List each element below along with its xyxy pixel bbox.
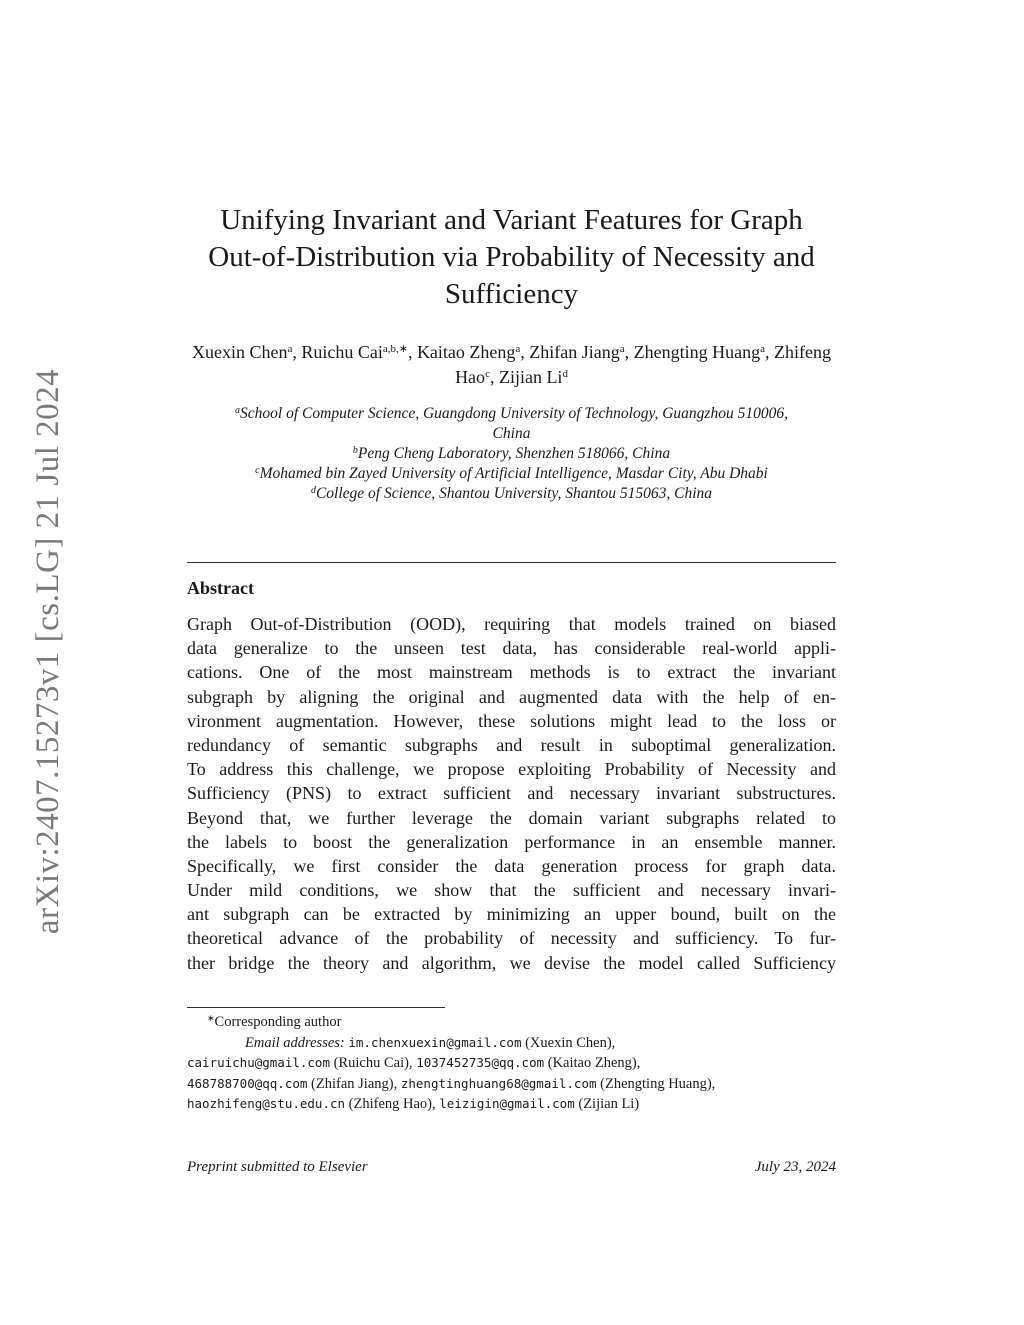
abstract-line: vironment augmentation. However, these solutions might lead to the loss or (187, 710, 836, 731)
email-owner: (Zhengting Huang), (600, 1075, 716, 1092)
author-affil-mark: c (485, 368, 490, 380)
footnote-text: Corresponding author (214, 1014, 342, 1030)
abstract-body (187, 612, 836, 975)
email-link[interactable]: haozhifeng@stu.edu.cn (187, 1096, 346, 1111)
affiliation-text: Mohamed bin Zayed University of Artificial Intelligence, Masdar City, Abu Dhabi (259, 465, 768, 482)
title-line: Out-of-Distribution via Probability of Necessity and (208, 241, 815, 273)
author-affil-mark: a (619, 343, 625, 355)
email-owner: (Zhifan Jiang), (311, 1075, 398, 1092)
author-affil-mark: a (287, 343, 293, 355)
author-name: Zhengting Huang (633, 342, 761, 362)
paper-title (187, 202, 836, 313)
author-affil-mark: d (562, 368, 568, 380)
affiliation-mark: c (255, 465, 260, 476)
affiliation-text: Peng Cheng Laboratory, Shenzhen 518066, China (357, 445, 671, 462)
email-owner: (Ruichu Cai), (333, 1055, 413, 1071)
email-link[interactable]: zhengtinghuang68@gmail.com (400, 1075, 597, 1091)
author-affil-mark: a,b,∗ (382, 343, 408, 355)
abstract-line: redundancy of semantic subgraphs and result in suboptimal generalization. (187, 734, 836, 755)
abstract-line: ther bridge the theory and algorithm, we devise the model called Sufficiency (187, 952, 836, 973)
abstract-line: Under mild conditions, we show that the sufficient and necessary invari- (187, 880, 836, 901)
abstract-top-rule (187, 562, 836, 563)
email-owner: (Xuexin Chen), (525, 1034, 616, 1051)
footnote-emails-row (187, 1094, 836, 1115)
author-name: Zhifeng Hao (455, 342, 832, 387)
affiliation-text: School of Computer Science, Guangdong University of Technology, Guangzhou 510006, (240, 405, 788, 422)
email-link[interactable]: 468788700@qq.com (187, 1075, 308, 1091)
footnote-rule (187, 1007, 445, 1008)
footnotes (187, 1012, 836, 1115)
affiliation-list (187, 404, 836, 504)
email-link[interactable]: cairuichu@gmail.com (187, 1055, 330, 1070)
abstract-line: theoretical advance of the probability of necessity and sufficiency. To fur- (187, 928, 836, 949)
page-footer (187, 1159, 836, 1176)
footnote-corresponding (187, 1012, 836, 1033)
abstract-line: data generalize to the unseen test data, has considerable real-world appli- (187, 638, 836, 659)
author-name: Zijian Li (498, 367, 563, 387)
footnote-emails-row (187, 1053, 836, 1074)
email-owner: (Kaitao Zheng), (547, 1055, 641, 1071)
abstract-line: ant subgraph can be extracted by minimizing an upper bound, built on the (187, 904, 836, 925)
footer-journal: Preprint submitted to Elsevier (187, 1159, 368, 1175)
affiliation-mark: d (310, 485, 316, 496)
affiliation-mark: b (352, 445, 358, 456)
title-line: Sufficiency (444, 278, 579, 310)
arxiv-stamp (21, 368, 77, 934)
email-owner: (Zhifeng Hao), (348, 1096, 436, 1112)
affiliation-cont: China (492, 425, 531, 442)
affiliation (187, 444, 836, 464)
email-owner: (Zijian Li) (578, 1096, 640, 1112)
email-link[interactable]: im.chenxuexin@gmail.com (348, 1034, 522, 1050)
email-label: Email addresses: (245, 1034, 345, 1051)
email-link[interactable]: 1037452735@qq.com (416, 1055, 545, 1070)
abstract-line: To address this challenge, we propose exploiting Probability of Necessity and (187, 759, 836, 780)
abstract-line: Graph Out-of-Distribution (OOD), requiring that models trained on biased (187, 614, 836, 634)
abstract-heading: Abstract (187, 578, 254, 598)
author-name: Zhifan Jiang (529, 342, 620, 362)
abstract-line: cations. One of the most mainstream methods is to extract the invariant (187, 662, 836, 683)
affiliation-mark: a (235, 405, 241, 416)
affiliation-text: College of Science, Shantou University, Shantou 515063, China (315, 485, 713, 502)
affiliation (187, 404, 836, 424)
author-name: Ruichu Cai (301, 342, 383, 362)
author-list: Xuexin Chen$^a$, Ruichu Cai$^{a,b,∗}$, Kaitao Zheng$^a$, Zhifan Jiang$^a$, Zhengting Huang$^a$, Zhifeng Hao$^c$, Zijian Li$^d$ (191, 342, 832, 387)
author-affil-mark: a (515, 343, 521, 355)
footnote-mark: ∗ (207, 1013, 215, 1023)
email-link[interactable]: leizigin@gmail.com (439, 1096, 575, 1111)
footer-date: July 23, 2024 (754, 1159, 836, 1175)
abstract-line: subgraph by aligning the original and augmented data with the help of en- (187, 686, 836, 707)
title-line: Unifying Invariant and Variant Features for Graph (220, 204, 803, 236)
affiliation (187, 464, 836, 484)
abstract-line: the labels to boost the generalization performance in an ensemble manner. (187, 831, 836, 852)
footnote-emails-row (187, 1033, 836, 1054)
abstract-line: Sufficiency (PNS) to extract sufficient and necessary invariant substructures. (187, 783, 836, 804)
author-affil-mark: a (760, 343, 766, 355)
author-name: Xuexin Chen (191, 342, 288, 362)
affiliation (187, 484, 836, 504)
abstract-line: Beyond that, we further leverage the domain variant subgraphs related to (187, 807, 836, 828)
author-name: Kaitao Zheng (416, 342, 516, 362)
footnote-emails-row (187, 1074, 836, 1095)
abstract-line: Specifically, we first consider the data generation process for graph data. (187, 855, 836, 876)
arxiv-stamp-text: arXiv:2407.15273v1 [cs.LG] 21 Jul 2024 (30, 368, 67, 934)
